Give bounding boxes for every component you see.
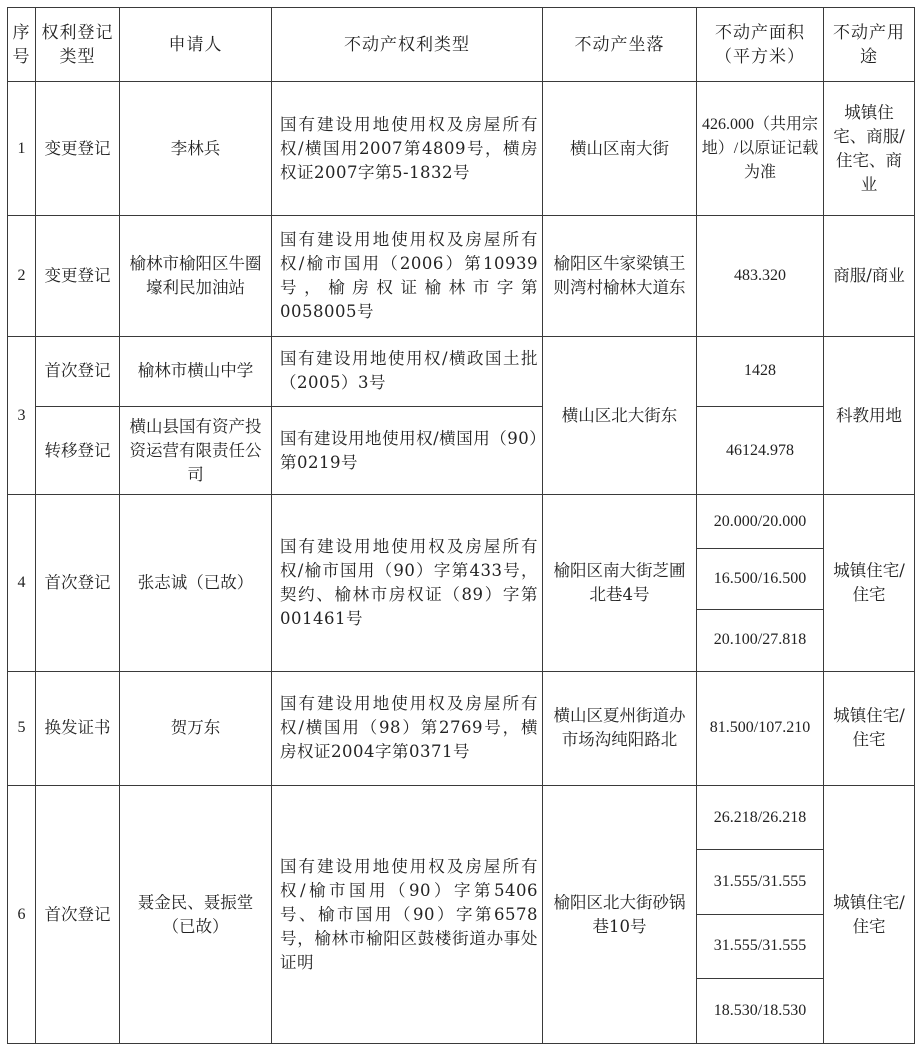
row-seq: 5 [8, 671, 36, 785]
row-right-type: 国有建设用地使用权及房屋所有权/榆市国用（90）字第433号，契约、榆林市房权证（89）字第001461号 [272, 495, 543, 672]
row-right-type: 国有建设用地使用权及房屋所有权/横国用（98）第2769号，横房权证2004字第0371号 [272, 671, 543, 785]
row-area: 20.100/27.818 [697, 609, 824, 671]
header-reg-type: 权利登记类型 [36, 8, 120, 82]
row-right-type: 国有建设用地使用权/横政国土批（2005）3号 [272, 336, 543, 406]
table-row [8, 336, 915, 406]
row-area: 31.555/31.555 [697, 914, 824, 978]
row-location: 横山区南大街 [543, 82, 697, 216]
row-area: 31.555/31.555 [697, 850, 824, 914]
row-area: 81.500/107.210 [697, 671, 824, 785]
header-right-type: 不动产权利类型 [272, 8, 543, 82]
header-usage: 不动产用途 [824, 8, 915, 82]
row-area: 483.320 [697, 216, 824, 336]
row-area: 1428 [697, 336, 824, 406]
row-applicant: 贺万东 [120, 671, 272, 785]
row-seq: 3 [8, 336, 36, 494]
header-seq: 序号 [8, 8, 36, 82]
row-seq: 4 [8, 495, 36, 672]
registration-table [7, 7, 915, 1044]
row-reg-type: 转移登记 [36, 407, 120, 495]
row-usage: 城镇住宅/住宅 [824, 786, 915, 1044]
row-seq: 6 [8, 786, 36, 1044]
header-area: 不动产面积（平方米） [697, 8, 824, 82]
row-reg-type: 变更登记 [36, 216, 120, 336]
row-applicant: 榆林市横山中学 [120, 336, 272, 406]
row-location: 榆阳区北大街砂锅巷10号 [543, 786, 697, 1044]
row-reg-type: 首次登记 [36, 336, 120, 406]
row-usage: 城镇住宅/住宅 [824, 495, 915, 672]
row-usage: 商服/商业 [824, 216, 915, 336]
row-right-type: 国有建设用地使用权/横国用（90）第0219号 [272, 407, 543, 495]
row-applicant: 张志诚（已故） [120, 495, 272, 672]
row-applicant: 李林兵 [120, 82, 272, 216]
row-area: 16.500/16.500 [697, 549, 824, 609]
row-applicant: 聂金民、聂振堂（已故） [120, 786, 272, 1044]
row-area: 426.000（共用宗地）/以原证记载为准 [697, 82, 824, 216]
header-applicant: 申请人 [120, 8, 272, 82]
row-usage: 城镇住宅/住宅 [824, 671, 915, 785]
row-right-type: 国有建设用地使用权及房屋所有权/榆市国用（90）字第5406号、榆市国用（90）字第6578号，榆林市榆阳区鼓楼街道办事处证明 [272, 786, 543, 1044]
header-row [8, 8, 915, 82]
table-row [8, 495, 915, 549]
row-reg-type: 首次登记 [36, 495, 120, 672]
header-location: 不动产坐落 [543, 8, 697, 82]
row-applicant: 横山县国有资产投资运营有限责任公司 [120, 407, 272, 495]
table-row [8, 216, 915, 336]
row-usage: 城镇住宅、商服/住宅、商业 [824, 82, 915, 216]
row-location: 榆阳区牛家梁镇王则湾村榆林大道东 [543, 216, 697, 336]
row-area: 18.530/18.530 [697, 978, 824, 1043]
row-reg-type: 换发证书 [36, 671, 120, 785]
row-location: 横山区北大街东 [543, 336, 697, 494]
row-location: 榆阳区南大街芝圃北巷4号 [543, 495, 697, 672]
row-area: 46124.978 [697, 407, 824, 495]
row-right-type: 国有建设用地使用权及房屋所有权/榆市国用（2006）第10939号，榆房权证榆林市字第0058005号 [272, 216, 543, 336]
row-right-type: 国有建设用地使用权及房屋所有权/横国用2007第4809号，横房权证2007字第5-1832号 [272, 82, 543, 216]
table-row [8, 786, 915, 850]
table-row [8, 82, 915, 216]
row-area: 26.218/26.218 [697, 786, 824, 850]
row-seq: 2 [8, 216, 36, 336]
table-row [8, 407, 915, 495]
row-area: 20.000/20.000 [697, 495, 824, 549]
row-seq: 1 [8, 82, 36, 216]
row-reg-type: 变更登记 [36, 82, 120, 216]
table-row [8, 671, 915, 785]
row-usage: 科教用地 [824, 336, 915, 494]
row-reg-type: 首次登记 [36, 786, 120, 1044]
row-applicant: 榆林市榆阳区牛圈壕利民加油站 [120, 216, 272, 336]
row-location: 横山区夏州街道办市场沟纯阳路北 [543, 671, 697, 785]
